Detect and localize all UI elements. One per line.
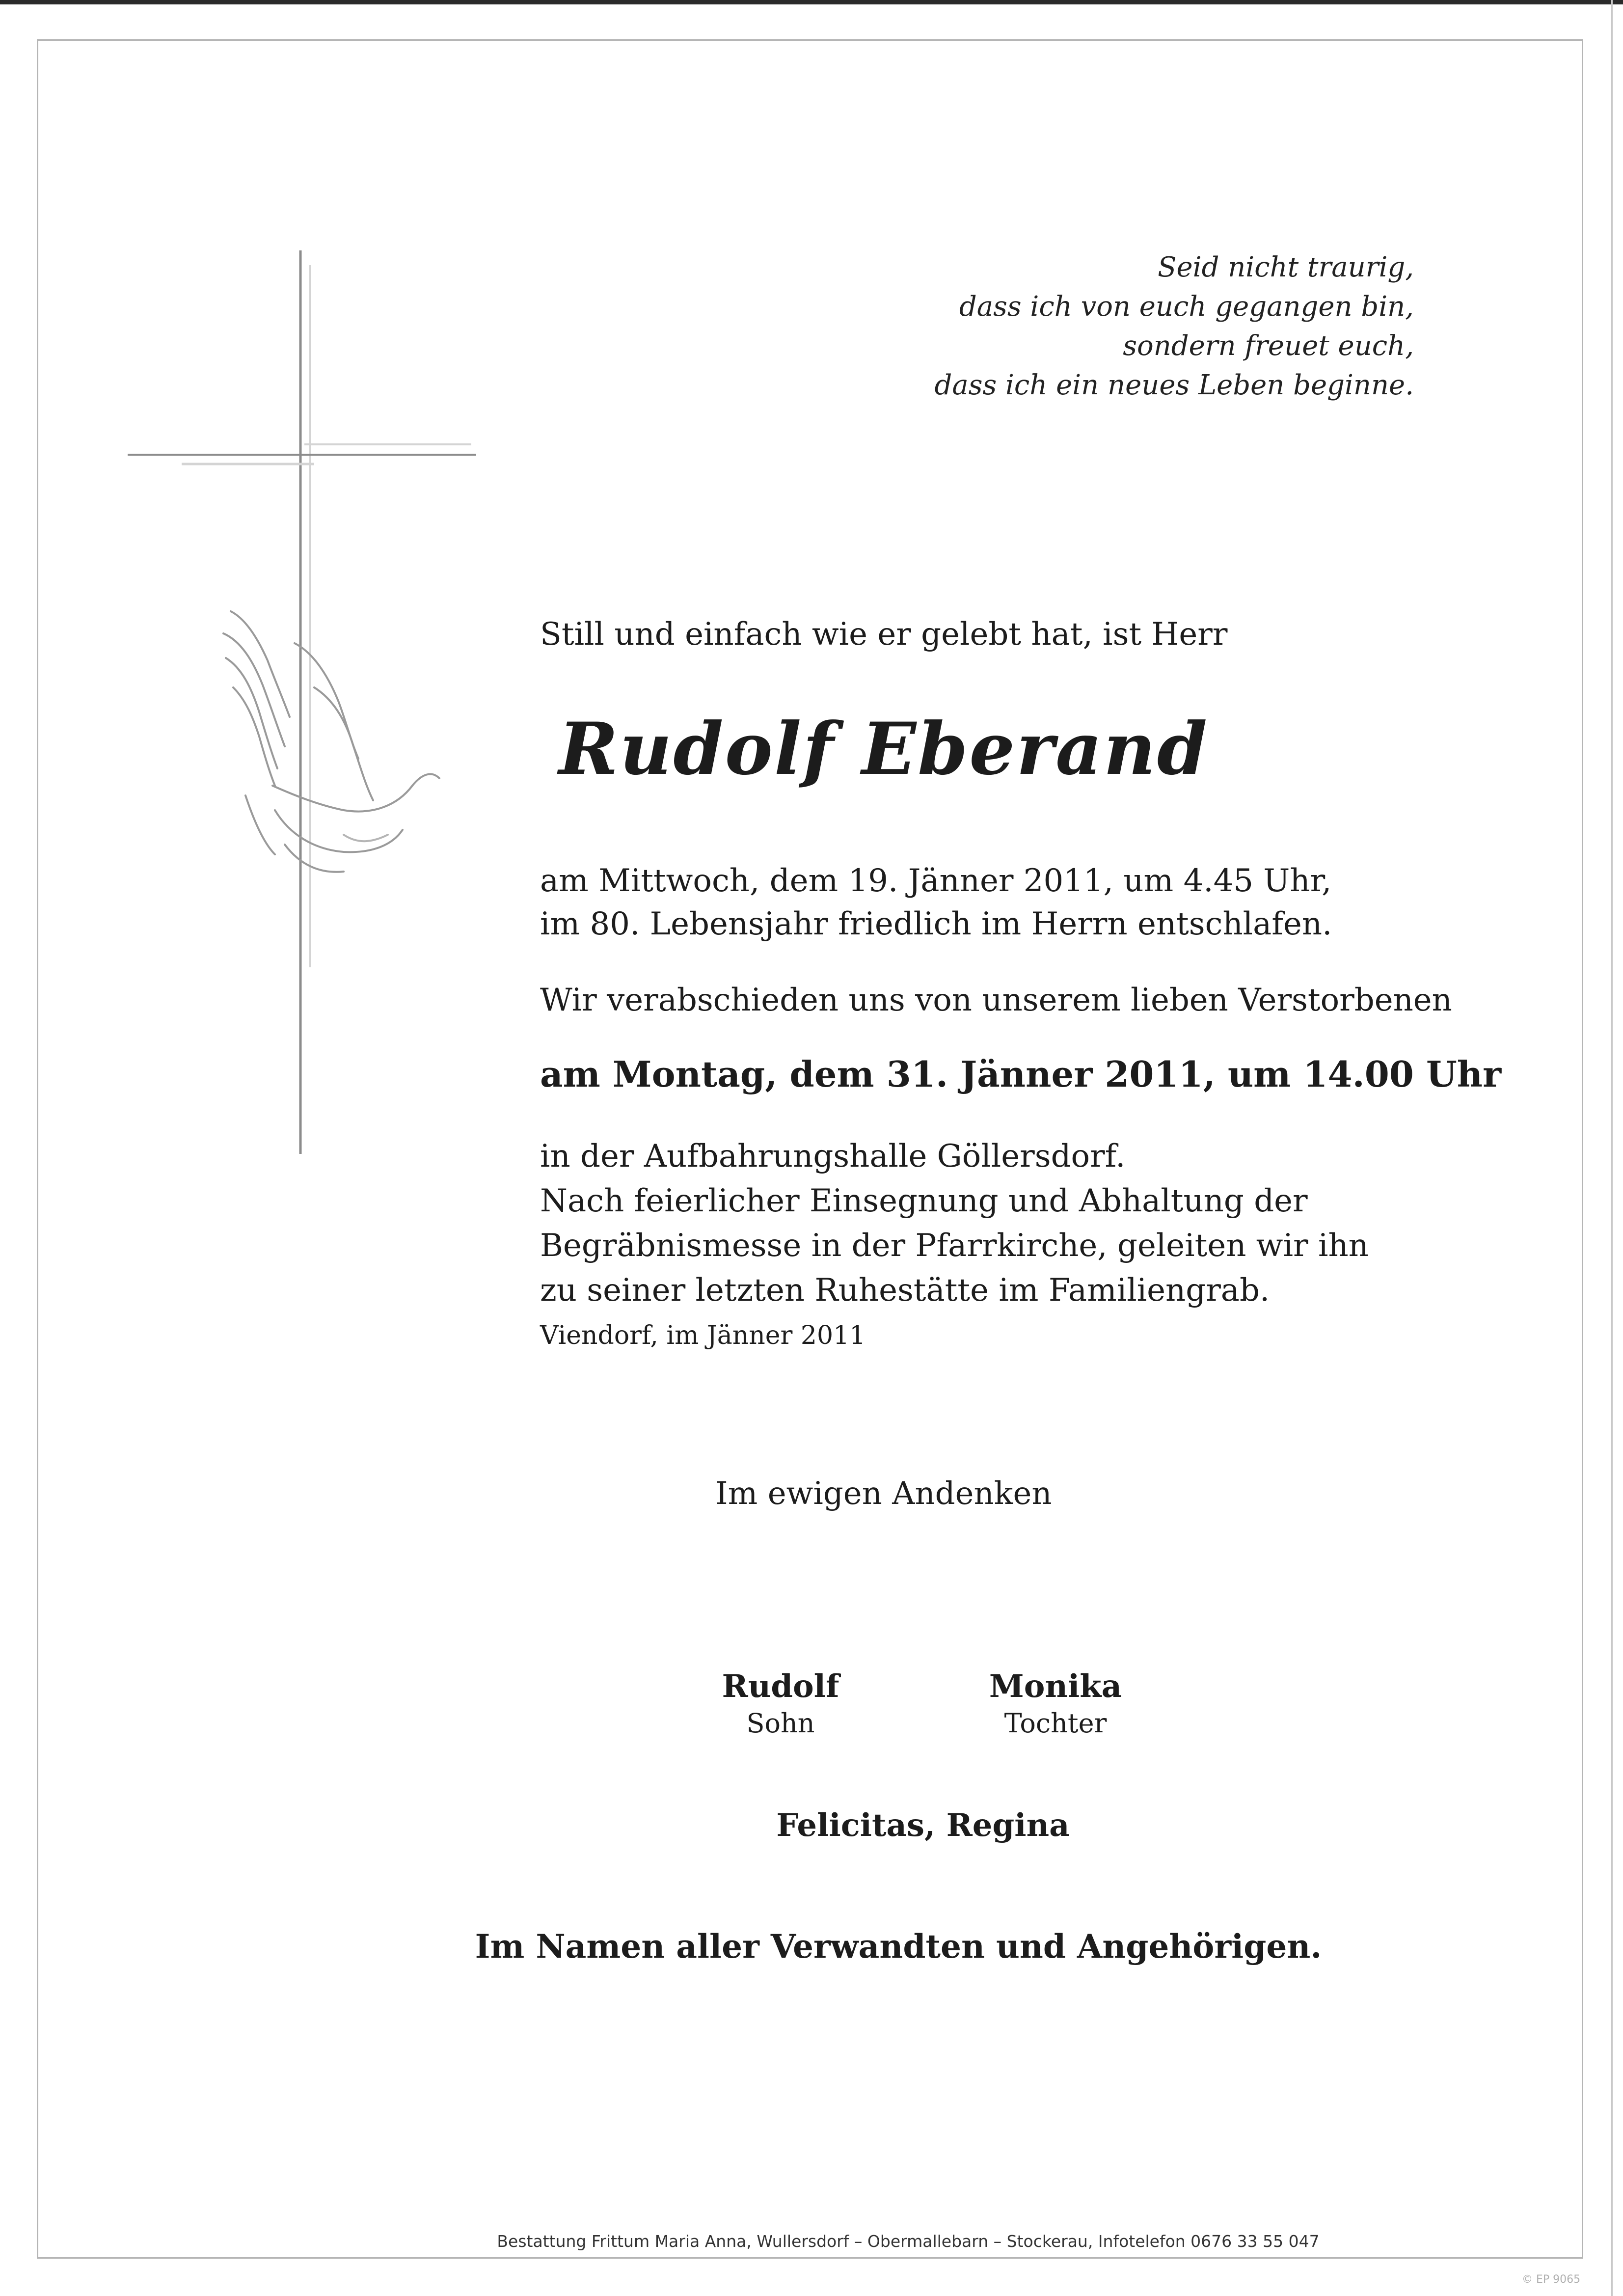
ceremony-line: Nach feierlicher Einsegnung und Abhaltung der (540, 1183, 1308, 1219)
mourner-name: Monika (989, 1668, 1122, 1705)
cross-icon (0, 0, 491, 1178)
place-date: Viendorf, im Jänner 2011 (540, 1321, 866, 1350)
poem (835, 248, 1414, 405)
ceremony-line: in der Aufbahrungshalle Göllersdorf. (540, 1138, 1126, 1175)
ceremony-line: zu seiner letzten Ruhestätte im Familiengrab. (540, 1272, 1270, 1309)
print-code: © EP 9065 (1522, 2273, 1581, 2286)
poem-line: dass ich von euch gegangen bin, (959, 291, 1414, 323)
deceased-name: Rudolf Eberand (558, 707, 1209, 791)
grandchildren-names: Felicitas, Regina (776, 1807, 1070, 1844)
mourner-son (658, 1667, 903, 1741)
mourner-relation: Sohn (746, 1708, 815, 1739)
mourner-name: Rudolf (722, 1668, 839, 1705)
memorial-heading: Im ewigen Andenken (715, 1476, 1052, 1512)
mourner-daughter (933, 1667, 1178, 1741)
poem-line: Seid nicht traurig, (1158, 251, 1414, 283)
ceremony-details (540, 1134, 1369, 1313)
closing-line: Im Namen aller Verwandten und Angehörigen. (475, 1927, 1322, 1966)
scan-margin-line (1611, 0, 1613, 2296)
farewell-text: Wir verabschieden uns von unserem lieben Verstorbenen (540, 982, 1452, 1018)
ceremony-date: am Montag, dem 31. Jänner 2011, um 14.00 Uhr (540, 1053, 1502, 1095)
funeral-home-footer: Bestattung Frittum Maria Anna, Wullersdorf – Obermallebarn – Stockerau, Infotelefon 0676 33 55 047 (497, 2232, 1320, 2251)
death-line: im 80. Lebensjahr friedlich im Herrn entschlafen. (540, 906, 1332, 942)
poem-line: dass ich ein neues Leben beginne. (934, 369, 1414, 401)
mourner-relation: Tochter (1004, 1708, 1107, 1739)
poem-line: sondern freuet euch, (1123, 330, 1414, 362)
praying-hands-icon (223, 611, 439, 872)
death-line: am Mittwoch, dem 19. Jänner 2011, um 4.45 Uhr, (540, 863, 1332, 899)
ceremony-line: Begräbnismesse in der Pfarrkirche, geleiten wir ihn (540, 1228, 1369, 1264)
death-details (540, 859, 1332, 946)
intro-text: Still und einfach wie er gelebt hat, ist Herr (540, 616, 1228, 653)
